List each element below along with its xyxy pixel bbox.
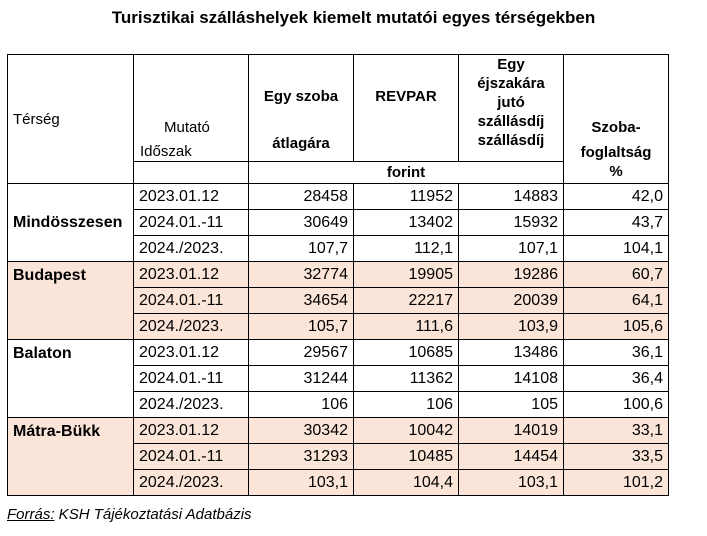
header-night-fee-l5: szállásdíj: [477, 132, 545, 149]
header-occupancy-l1: Szoba-: [591, 119, 641, 136]
header-period: Időszak: [140, 143, 192, 160]
period-cell: 2023.01.12: [134, 340, 249, 366]
value-cell: 107,1: [459, 236, 564, 262]
indicator-table: [7, 54, 669, 496]
region-cell: Budapest: [8, 262, 134, 340]
header-room-price-line1: Egy szoba: [263, 88, 339, 105]
header-night-fee-l1: Egy: [497, 56, 525, 73]
header-revpar-label: REVPAR: [375, 88, 437, 105]
value-cell: 106: [249, 392, 354, 418]
period-cell: 2023.01.12: [134, 418, 249, 444]
value-cell: 30649: [249, 210, 354, 236]
value-cell: 36,1: [564, 340, 669, 366]
value-cell: 104,1: [564, 236, 669, 262]
period-cell: 2024.01.-11: [134, 444, 249, 470]
region-cell: Mátra-Bükk: [8, 418, 134, 496]
value-cell: 28458: [249, 184, 354, 210]
period-cell: 2023.01.12: [134, 262, 249, 288]
value-cell: 30342: [249, 418, 354, 444]
value-cell: 10485: [354, 444, 459, 470]
value-cell: 107,7: [249, 236, 354, 262]
period-cell: 2024./2023.: [134, 314, 249, 340]
header-room-price: [249, 55, 354, 162]
value-cell: 10042: [354, 418, 459, 444]
region-cell: Mindösszesen: [8, 184, 134, 262]
source-note: [7, 506, 252, 523]
value-cell: 111,6: [354, 314, 459, 340]
region-cell: Balaton: [8, 340, 134, 418]
value-cell: 31244: [249, 366, 354, 392]
table-row: [8, 262, 669, 288]
value-cell: 15932: [459, 210, 564, 236]
value-cell: 19905: [354, 262, 459, 288]
period-cell: 2024./2023.: [134, 470, 249, 496]
value-cell: 103,1: [249, 470, 354, 496]
value-cell: 103,9: [459, 314, 564, 340]
header-occupancy-l3: %: [609, 163, 623, 180]
source-label: Forrás:: [7, 506, 55, 523]
header-revpar: [354, 55, 459, 162]
value-cell: 32774: [249, 262, 354, 288]
value-cell: 101,2: [564, 470, 669, 496]
header-room-price-line2: átlagára: [272, 135, 330, 152]
value-cell: 34654: [249, 288, 354, 314]
header-blank-cell: [134, 162, 249, 184]
period-cell: 2023.01.12: [134, 184, 249, 210]
value-cell: 14108: [459, 366, 564, 392]
value-cell: 60,7: [564, 262, 669, 288]
value-cell: 105: [459, 392, 564, 418]
value-cell: 104,4: [354, 470, 459, 496]
value-cell: 106: [354, 392, 459, 418]
period-cell: 2024.01.-11: [134, 366, 249, 392]
header-night-fee-l2: éjszakára: [477, 75, 545, 92]
header-night-fee: [459, 55, 564, 162]
value-cell: 100,6: [564, 392, 669, 418]
value-cell: 103,1: [459, 470, 564, 496]
value-cell: 105,6: [564, 314, 669, 340]
value-cell: 14019: [459, 418, 564, 444]
page-title: Turisztikai szálláshelyek kiemelt mutatói egyes térségekben: [111, 8, 596, 27]
header-occupancy: [564, 55, 669, 184]
header-night-fee-l3: jutó: [497, 94, 525, 111]
value-cell: 43,7: [564, 210, 669, 236]
period-cell: 2024./2023.: [134, 392, 249, 418]
value-cell: 13402: [354, 210, 459, 236]
value-cell: 11952: [354, 184, 459, 210]
value-cell: 33,5: [564, 444, 669, 470]
value-cell: 29567: [249, 340, 354, 366]
source-text: KSH Tájékoztatási Adatbázis: [54, 506, 252, 523]
value-cell: 33,1: [564, 418, 669, 444]
header-region: Térség: [8, 55, 134, 184]
value-cell: 64,1: [564, 288, 669, 314]
header-unit: forint: [249, 162, 564, 184]
header-indicator-period: [134, 55, 249, 162]
value-cell: 13486: [459, 340, 564, 366]
value-cell: 22217: [354, 288, 459, 314]
period-cell: 2024.01.-11: [134, 288, 249, 314]
period-cell: 2024.01.-11: [134, 210, 249, 236]
value-cell: 14883: [459, 184, 564, 210]
header-night-fee-l4: szállásdíj: [477, 113, 545, 130]
value-cell: 31293: [249, 444, 354, 470]
value-cell: 105,7: [249, 314, 354, 340]
table-row: [8, 418, 669, 444]
value-cell: 20039: [459, 288, 564, 314]
table-row: [8, 184, 669, 210]
header-occupancy-l2: foglaltság: [580, 144, 652, 161]
table-body: [8, 184, 669, 496]
value-cell: 36,4: [564, 366, 669, 392]
value-cell: 10685: [354, 340, 459, 366]
period-cell: 2024./2023.: [134, 236, 249, 262]
value-cell: 112,1: [354, 236, 459, 262]
value-cell: 42,0: [564, 184, 669, 210]
value-cell: 11362: [354, 366, 459, 392]
header-indicator: Mutató: [164, 119, 210, 136]
table-row: [8, 340, 669, 366]
value-cell: 19286: [459, 262, 564, 288]
value-cell: 14454: [459, 444, 564, 470]
